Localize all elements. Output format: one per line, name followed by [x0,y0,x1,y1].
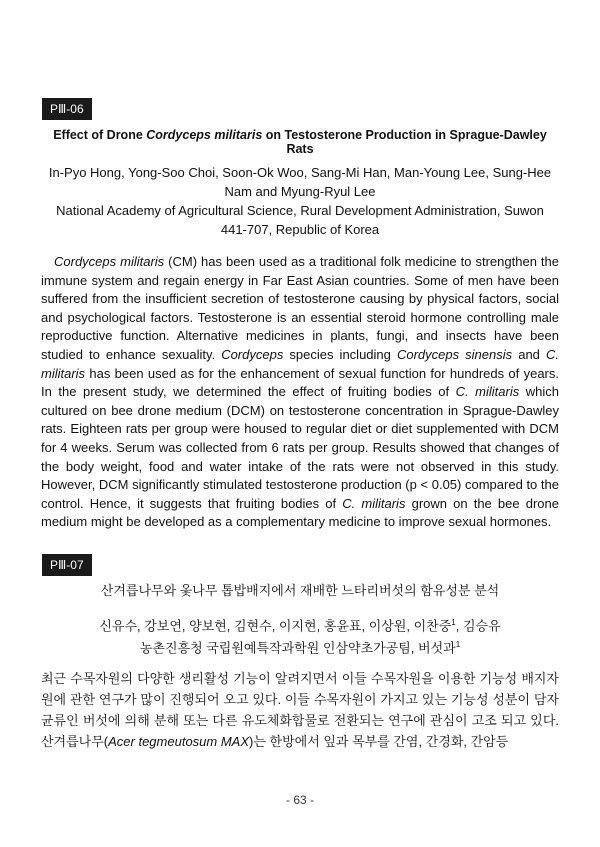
page-number: - 63 - [285,793,314,807]
affiliation-text: 농촌진흥청 국립원예특작과학원 인삼약초가공팀, 버섯과 [139,640,456,656]
body-text: grown on the bee drone medium might be developed as a complementary medicine to improve sexual hormones. [41,495,559,530]
title-text: Effect of Drone [53,128,147,142]
species-name: Acer tegmeutosum MAX [108,734,250,749]
abstract-tag: PⅢ-06 [42,98,92,120]
authors-text: 신유수, 강보연, 양보현, 김현수, 이지현, 홍윤표, 이상원, 이찬중 [99,618,452,634]
species-name: C. militaris [455,384,520,400]
species-name: C. militaris [41,346,559,381]
body-text: which cultured on bee drone medium (DCM) on testosterone concentration in Sprague-Dawley rats. Eighteen rats per group were housed to regular diet or diet supplemented with DCM for 4 weeks. Serum was collected from 6 rats per group. Results showed that changes of the body weight, food and water intake of the rats were not observed in this study. However, DCM significantly stimulated testosterone production (p < 0.05) compared to the control. Hence, it suggests that fruiting bodies of [41,384,559,511]
affiliation-mark: 1 [451,618,456,627]
body-text: species including [283,346,397,362]
affiliation-line: National Academy of Agricultural Science, Rural Development Administration, Suwon [56,203,544,218]
authors-line [40,613,560,635]
species-name: Cordyceps militaris [54,254,165,269]
species-name: Cordyceps sinensis [396,346,513,362]
authors [40,613,560,658]
species-name: C. militaris [342,495,406,511]
authors-text: , 김승유 [455,618,501,634]
body-text: 최근 수목자원의 다양한 생리활성 기능이 알려지면서 이들 수목자원을 이용한 기능성 배지자원에 관한 연구가 많이 진행되어 오고 있다. 이들 수목자원이 가지고 있는 기능성 성분이 담자균류인 버섯에 의해 분해 또는 다른 유도체화합물로 전환되는 연구에 관심이 고조 되고 있다. 산겨릅나무( [41,671,559,749]
affiliation-mark: 1 [455,640,461,650]
species-name: Cordyceps [221,346,284,362]
authors-line: In-Pyo Hong, Yong-Soo Choi, Soon-Ok Woo, Sang-Mi Han, Man-Young Lee, Sung-Hee [48,165,552,180]
body-text: (CM) has been used as a traditional folk medicine to strengthen the immune system and regain energy in Far East Asian countries. Some of men have been suffered from the insufficient secretion of testosterone causing by physical factors, social and psychological factors. Testosterone is an essential steroid hormone controlling male reproductive function. Alternative medicines in plants, fungi, and insects have been studied to enhance sexuality. [41,254,559,362]
abstract-title [40,128,560,156]
authors-line: Nam and Myung-Ryul Lee [224,184,376,199]
abstract-body [41,253,559,532]
affiliation-line: 441-707, Republic of Korea [220,222,380,237]
abstract-body [41,668,559,752]
body-text: )는 한방에서 잎과 목부를 간염, 간경화, 간암등 [249,734,509,749]
authors [40,163,560,239]
abstract-tag: PⅢ-07 [42,554,92,576]
title-species: Cordyceps militaris [146,128,263,142]
title-text: on Testosterone Production in Sprague-Dawley Rats [262,128,547,156]
body-text: and [512,346,546,362]
abstract-title: 산겨릅나무와 옻나무 톱밥배지에서 재배한 느타리버섯의 함유성분 분석 [100,583,500,598]
body-text: has been used as for the enhancement of sexual function for hundreds of years. In the present study, we determined the effect of fruiting bodies of [41,365,559,400]
affiliation-line [40,635,560,657]
